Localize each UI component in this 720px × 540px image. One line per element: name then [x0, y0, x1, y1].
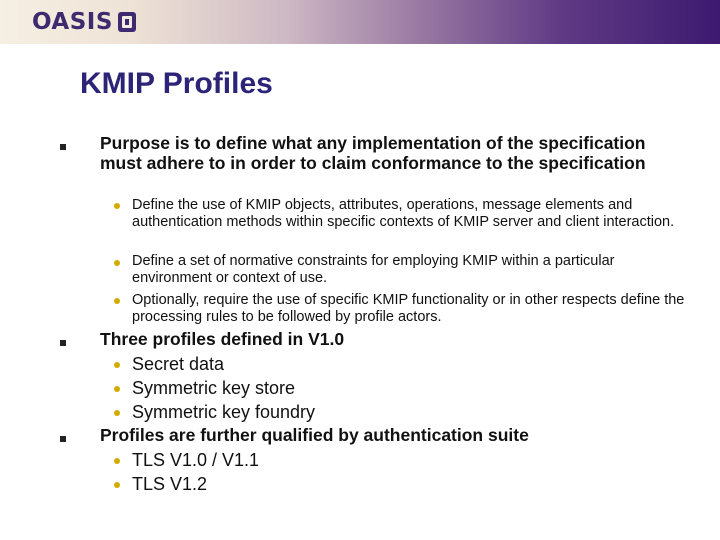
dot-bullet-icon	[114, 386, 120, 392]
bullet-2-sub-1: Secret data	[132, 354, 225, 374]
square-bullet-icon	[60, 144, 66, 150]
bullet-2-sub-2: Symmetric key store	[132, 378, 296, 398]
bullet-1-text: Purpose is to define what any implementation of the specification must adhere to in order to claim conformance to the specification	[100, 133, 646, 173]
dot-bullet-icon	[114, 203, 120, 209]
bullet-3-text: Profiles are further qualified by authentication suite	[100, 425, 529, 445]
square-bullet-icon	[60, 340, 66, 346]
bullet-2-sub-3: Symmetric key foundry	[132, 402, 316, 422]
bullet-2-text: Three profiles defined in V1.0	[100, 329, 345, 349]
bullet-1-sub-2: Define a set of normative constraints for employing KMIP within a particular environment or context of use.	[132, 253, 615, 286]
bullet-3-sub-1: TLS V1.0 / V1.1	[132, 450, 260, 470]
bullet-3-sub-2: TLS V1.2	[132, 474, 208, 494]
bullet-1-sub-3: Optionally, require the use of specific KMIP functionality or in other respects define the processing rules to be followed by profile actors.	[132, 292, 685, 325]
square-bullet-icon	[60, 436, 66, 442]
slide-title: KMIP Profiles	[80, 67, 273, 100]
dot-bullet-icon	[114, 298, 120, 304]
logo-text: OASIS	[32, 9, 113, 35]
dot-bullet-icon	[114, 458, 120, 464]
dot-bullet-icon	[114, 260, 120, 266]
bullet-1-sub-1: Define the use of KMIP objects, attributes, operations, message elements and authentication methods within specific contexts of KMIP server and client interaction.	[132, 197, 675, 230]
dot-bullet-icon	[114, 482, 120, 488]
dot-bullet-icon	[114, 362, 120, 368]
dot-bullet-icon	[114, 410, 120, 416]
